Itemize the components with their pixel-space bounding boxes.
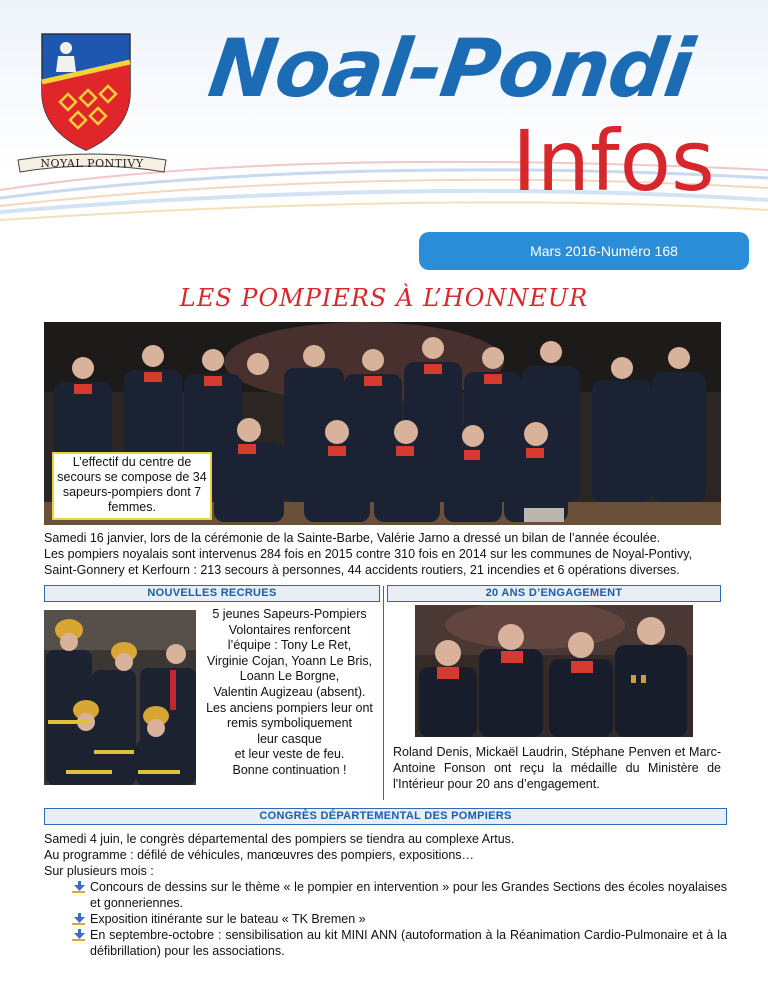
- recruits-line: 5 jeunes Sapeurs-Pompiers: [212, 607, 367, 621]
- bullet-text: En septembre-octobre : sensibilisation au kit MINI ANN (autoformation à la Réanimation Cardio-Pulmonaire et à la défibrillation) pour les associations.: [90, 928, 727, 958]
- photo-caption: L’effectif du centre de secours se compose de 34 sapeurs-pompiers dont 7 femmes.: [52, 452, 212, 520]
- article-title: LES POMPIERS À L’HONNEUR: [179, 284, 589, 312]
- photo-medal-recipients: [415, 605, 693, 737]
- arrow-bullet-icon: [72, 929, 85, 941]
- section-heading-recrues: NOUVELLES RECRUES: [44, 585, 380, 602]
- recruits-text: [198, 607, 381, 779]
- list-item: [72, 911, 727, 927]
- congres-line-1: Samedi 4 juin, le congrès départemental des pompiers se tiendra au complexe Artus.: [44, 832, 515, 846]
- recruits-line: Virginie Cojan, Yoann Le Bris,: [206, 653, 373, 668]
- brand-subtitle: Infos: [512, 112, 715, 210]
- congres-line-3: Sur plusieurs mois :: [44, 864, 154, 878]
- recruits-line: Loann Le Borgne,: [239, 669, 340, 684]
- recruits-line: leur casque: [257, 731, 322, 746]
- bullet-text: Exposition itinérante sur le bateau « TK Bremen »: [90, 912, 366, 926]
- section-heading-congres: CONGRÈS DÉPARTEMENTAL DES POMPIERS: [44, 808, 727, 825]
- recruits-line: et leur veste de feu.: [234, 747, 345, 762]
- recruits-line: remis symboliquement: [226, 716, 353, 731]
- photo-new-recruits: [44, 610, 196, 785]
- recruits-line: Valentin Augizeau (absent).: [213, 684, 366, 699]
- column-divider: [383, 586, 384, 800]
- masthead: [0, 0, 768, 230]
- arrow-bullet-icon: [72, 913, 85, 925]
- intro-line-1: Samedi 16 janvier, lors de la cérémonie de la Sainte-Barbe, Valérie Jarno a dressé un bilan de l’année écoulée.: [44, 531, 661, 545]
- recruits-line: Bonne continuation !: [232, 762, 347, 777]
- recruits-line: l’équipe : Tony Le Ret,: [227, 638, 352, 653]
- recruits-line: Volontaires renforcent: [228, 622, 351, 637]
- issue-label: Mars 2016-Numéro 168: [530, 243, 678, 259]
- congres-body: [44, 831, 727, 959]
- crest-banner-text: NOYAL PONTIVY: [40, 157, 144, 170]
- congres-line-2: Au programme : défilé de véhicules, manœuvres des pompiers, expositions…: [44, 848, 475, 862]
- brand-title: Noal-Pondi: [203, 22, 699, 115]
- issue-banner: [419, 232, 749, 270]
- arrow-bullet-icon: [72, 881, 85, 893]
- article-intro: [44, 530, 724, 578]
- bullet-text: Concours de dessins sur le thème « le pompier en intervention » pour les Grandes Sections des écoles noyalaises et gonneriennes.: [90, 880, 727, 910]
- municipal-coat-of-arms: [40, 32, 132, 152]
- congres-bullet-list: [72, 879, 727, 959]
- list-item: [72, 879, 727, 911]
- list-item: [72, 927, 727, 959]
- recruits-line: Les anciens pompiers leur ont: [206, 700, 373, 715]
- engagement-text: Roland Denis, Mickaël Laudrin, Stéphane Penven et Marc-Antoine Fonson ont reçu la médaille du Ministère de l'Intérieur pour 20 ans d’engagement.: [393, 745, 721, 791]
- intro-line-2: Les pompiers noyalais sont intervenus 284 fois en 2015 contre 310 fois en 2014 sur les communes de Noyal-Pontivy, Saint-Gonnery et Kerfourn : 213 secours à personnes, 44 accidents routiers, 21 incendies et 6 opérations diverses.: [44, 547, 693, 577]
- section-heading-engagement: 20 ANS D’ENGAGEMENT: [387, 585, 721, 602]
